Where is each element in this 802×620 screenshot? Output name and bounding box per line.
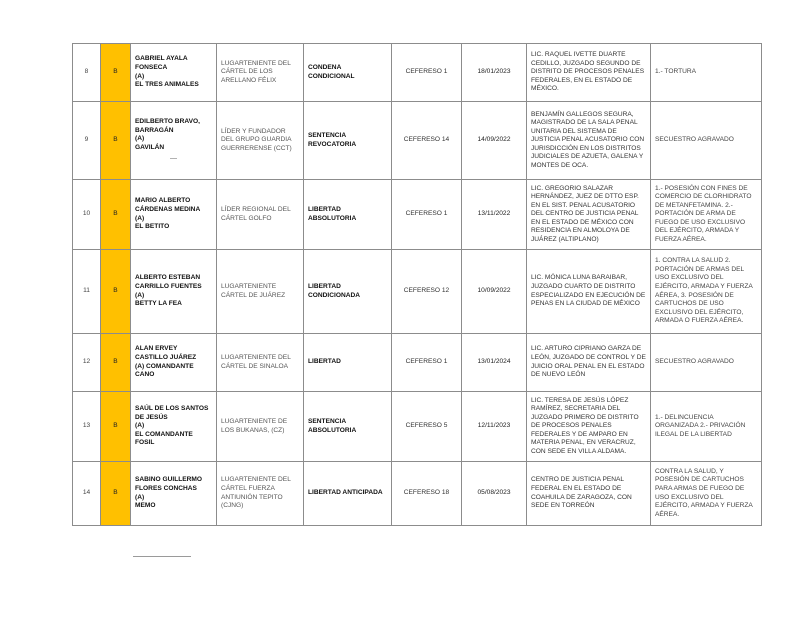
prison-cell: CEFERESO 14 bbox=[392, 102, 462, 180]
person-cell bbox=[131, 44, 217, 102]
person-cell bbox=[131, 180, 217, 250]
alias: GAVILÁN bbox=[135, 144, 165, 152]
person-name: MARIO ALBERTO CÁRDENAS MEDINA bbox=[135, 197, 201, 213]
date-cell: 18/01/2023 bbox=[462, 44, 527, 102]
prison-cell: CEFERESO 1 bbox=[392, 180, 462, 250]
prison-cell: CEFERESO 12 bbox=[392, 250, 462, 334]
alias-prefix: (A) bbox=[135, 72, 145, 80]
alias: EL BETITO bbox=[135, 223, 170, 231]
status-cell: LIBERTAD ANTICIPADA bbox=[304, 462, 392, 526]
alias-prefix: (A) bbox=[135, 135, 145, 143]
status-cell: LIBERTAD bbox=[304, 334, 392, 392]
category-cell: B bbox=[101, 44, 131, 102]
row-number: 10 bbox=[73, 180, 101, 250]
date-cell: 05/08/2023 bbox=[462, 462, 527, 526]
table-row bbox=[73, 462, 762, 526]
date-cell: 12/11/2023 bbox=[462, 392, 527, 462]
table-row bbox=[73, 102, 762, 180]
prison-cell: CEFERESO 1 bbox=[392, 334, 462, 392]
alias: MEMO bbox=[135, 502, 156, 510]
category-cell: B bbox=[101, 334, 131, 392]
alias-prefix: (A) bbox=[135, 291, 145, 299]
role-cell: LUGARTENIENTE DEL CÁRTEL DE LOS ARELLANO FÉLIX bbox=[217, 44, 304, 102]
crime-cell: CONTRA LA SALUD, Y POSESIÓN DE CARTUCHOS PARA ARMAS DE FUEGO DE USO EXCLUSIVO DEL EJÉRCITO, ARMADA Y FUERZA AÉREA. bbox=[651, 462, 762, 526]
court-cell: LIC. GREGORIO SALAZAR HERNÁNDEZ, JUEZ DE DTTO ESP. EN EL SIST. PENAL ACUSATORIO DEL CENTRO DE JUSTICIA PENAL EN EL ESTADO DE MÉXICO CON RESIDENCIA EN ALMOLOYA DE JUÁREZ (ALTIPLANO) bbox=[527, 180, 651, 250]
row-number: 11 bbox=[73, 250, 101, 334]
court-cell: LIC. TERESA DE JESÚS LÓPEZ RAMÍREZ, SECRETARIA DEL JUZGADO PRIMERO DE DISTRITO DE PROCESOS PENALES FEDERALES Y DE AMPARO EN MATERIA PENAL, EN VERACRUZ, CON SEDE EN VILLA ALDAMA. bbox=[527, 392, 651, 462]
status-cell: SENTENCIA ABSOLUTORIA bbox=[304, 392, 392, 462]
row-number: 13 bbox=[73, 392, 101, 462]
status-cell: CONDENA CONDICIONAL bbox=[304, 44, 392, 102]
alias-prefix: (A) bbox=[135, 422, 145, 430]
detainees-table bbox=[72, 43, 762, 526]
crime-cell: 1. CONTRA LA SALUD 2. PORTACIÓN DE ARMAS DEL USO EXCLUSIVO DEL EJÉRCITO, ARMADA Y FUERZA AÉREA, 3. POSESIÓN DE CARTUCHOS DE USO EXCLUSIVO DEL EJÉRCITO, ARMADA O FUERZA AÉREA. bbox=[651, 250, 762, 334]
table-row bbox=[73, 180, 762, 250]
alias: EL TRES ANIMALES bbox=[135, 81, 199, 89]
court-cell: BENJAMÍN GALLEGOS SEGURA, MAGISTRADO DE LA SALA PENAL UNITARIA DEL SISTEMA DE JUSTICIA PENAL ACUSATORIO CON JURISDICCIÓN EN LOS DISTRITOS JUDICIALES DE AZUETA, GALENA Y MONTES DE OCA. bbox=[527, 102, 651, 180]
person-cell bbox=[131, 250, 217, 334]
person-name: ALBERTO ESTEBAN CARRILLO FUENTES bbox=[135, 274, 202, 290]
date-cell: 13/01/2024 bbox=[462, 334, 527, 392]
category-cell: B bbox=[101, 462, 131, 526]
row-number: 9 bbox=[73, 102, 101, 180]
role-cell: LÍDER Y FUNDADOR DEL GRUPO GUARDIA GUERRERENSE (CCT) bbox=[217, 102, 304, 180]
role-cell: LUGARTENIENTE DEL CÁRTEL FUERZA ANTIUNIÓN TEPITO (CJNG) bbox=[217, 462, 304, 526]
status-cell: LIBERTAD CONDICIONADA bbox=[304, 250, 392, 334]
category-cell: B bbox=[101, 250, 131, 334]
role-cell: LUGARTENIENTE CÁRTEL DE JUÁREZ bbox=[217, 250, 304, 334]
status-cell: LIBERTAD ABSOLUTORIA bbox=[304, 180, 392, 250]
table-row bbox=[73, 392, 762, 462]
crime-cell: 1.- DELINCUENCIA ORGANIZADA 2.- PRIVACIÓN ILEGAL DE LA LIBERTAD bbox=[651, 392, 762, 462]
crime-cell: SECUESTRO AGRAVADO bbox=[651, 102, 762, 180]
role-cell: LUGARTENIENTE DE LOS BUKANAS, (CZ) bbox=[217, 392, 304, 462]
role-cell: LÍDER REGIONAL DEL CÁRTEL GOLFO bbox=[217, 180, 304, 250]
court-cell: CENTRO DE JUSTICIA PENAL FEDERAL EN EL ESTADO DE COAHUILA DE ZARAGOZA, CON SEDE EN TORREÓN bbox=[527, 462, 651, 526]
alias: EL COMANDANTE FOSIL bbox=[135, 430, 193, 447]
person-cell bbox=[131, 334, 217, 392]
table-row bbox=[73, 44, 762, 102]
person-cell bbox=[131, 392, 217, 462]
crime-cell: 1.- POSESIÓN CON FINES DE COMERCIO DE CLORHIDRATO DE METANFETAMINA. 2.- PORTACIÓN DE ARMA DE FUEGO DE USO EXCLUSIVO DEL EJÉRCITO, ARMADA Y FUERZA AÉREA. bbox=[651, 180, 762, 250]
extra-mark: — bbox=[170, 154, 177, 162]
role-cell: LUGARTENIENTE DEL CÁRTEL DE SINALOA bbox=[217, 334, 304, 392]
court-cell: LIC. MÓNICA LUNA BARAIBAR, JUZGADO CUARTO DE DISTRITO ESPECIALIZADO EN EJECUCIÓN DE PENAS EN LA CIUDAD DE MÉXICO bbox=[527, 250, 651, 334]
person-cell bbox=[131, 462, 217, 526]
alias: (A) COMANDANTE CANO bbox=[135, 362, 194, 379]
row-number: 12 bbox=[73, 334, 101, 392]
footnote-separator bbox=[133, 556, 191, 557]
alias-prefix: (A) bbox=[135, 214, 145, 222]
row-number: 14 bbox=[73, 462, 101, 526]
table-row bbox=[73, 334, 762, 392]
category-cell: B bbox=[101, 180, 131, 250]
person-name: GABRIEL AYALA FONSECA bbox=[135, 55, 188, 71]
court-cell: LIC. RAQUEL IVETTE DUARTE CEDILLO, JUZGADO SEGUNDO DE DISTRITO DE PROCESOS PENALES FEDERALES, EN EL ESTADO DE MÉXICO. bbox=[527, 44, 651, 102]
crime-cell: SECUESTRO AGRAVADO bbox=[651, 334, 762, 392]
category-cell: B bbox=[101, 102, 131, 180]
date-cell: 13/11/2022 bbox=[462, 180, 527, 250]
date-cell: 14/09/2022 bbox=[462, 102, 527, 180]
table-row bbox=[73, 250, 762, 334]
person-name: SABINO GUILLERMO FLORES CONCHAS bbox=[135, 476, 203, 492]
row-number: 8 bbox=[73, 44, 101, 102]
person-name: SAÚL DE LOS SANTOS DE JESÚS bbox=[135, 405, 209, 421]
table-body bbox=[73, 44, 762, 526]
court-cell: LIC. ARTURO CIPRIANO GARZA DE LEÓN, JUZGADO DE CONTROL Y DE JUICIO ORAL PENAL EN EL ESTADO DE NUEVO LEÓN bbox=[527, 334, 651, 392]
alias-prefix: (A) bbox=[135, 493, 145, 501]
prison-cell: CEFERESO 5 bbox=[392, 392, 462, 462]
prison-cell: CEFERESO 1 bbox=[392, 44, 462, 102]
crime-cell: 1.- TORTURA bbox=[651, 44, 762, 102]
category-cell: B bbox=[101, 392, 131, 462]
alias: BETTY LA FEA bbox=[135, 300, 182, 308]
person-cell bbox=[131, 102, 217, 180]
date-cell: 10/09/2022 bbox=[462, 250, 527, 334]
status-cell: SENTENCIA REVOCATORIA bbox=[304, 102, 392, 180]
person-name: EDILBERTO BRAVO, BARRAGÁN bbox=[135, 118, 200, 134]
person-name: ALAN ERVEY CASTILLO JUÁREZ bbox=[135, 345, 197, 361]
prison-cell: CEFERESO 18 bbox=[392, 462, 462, 526]
